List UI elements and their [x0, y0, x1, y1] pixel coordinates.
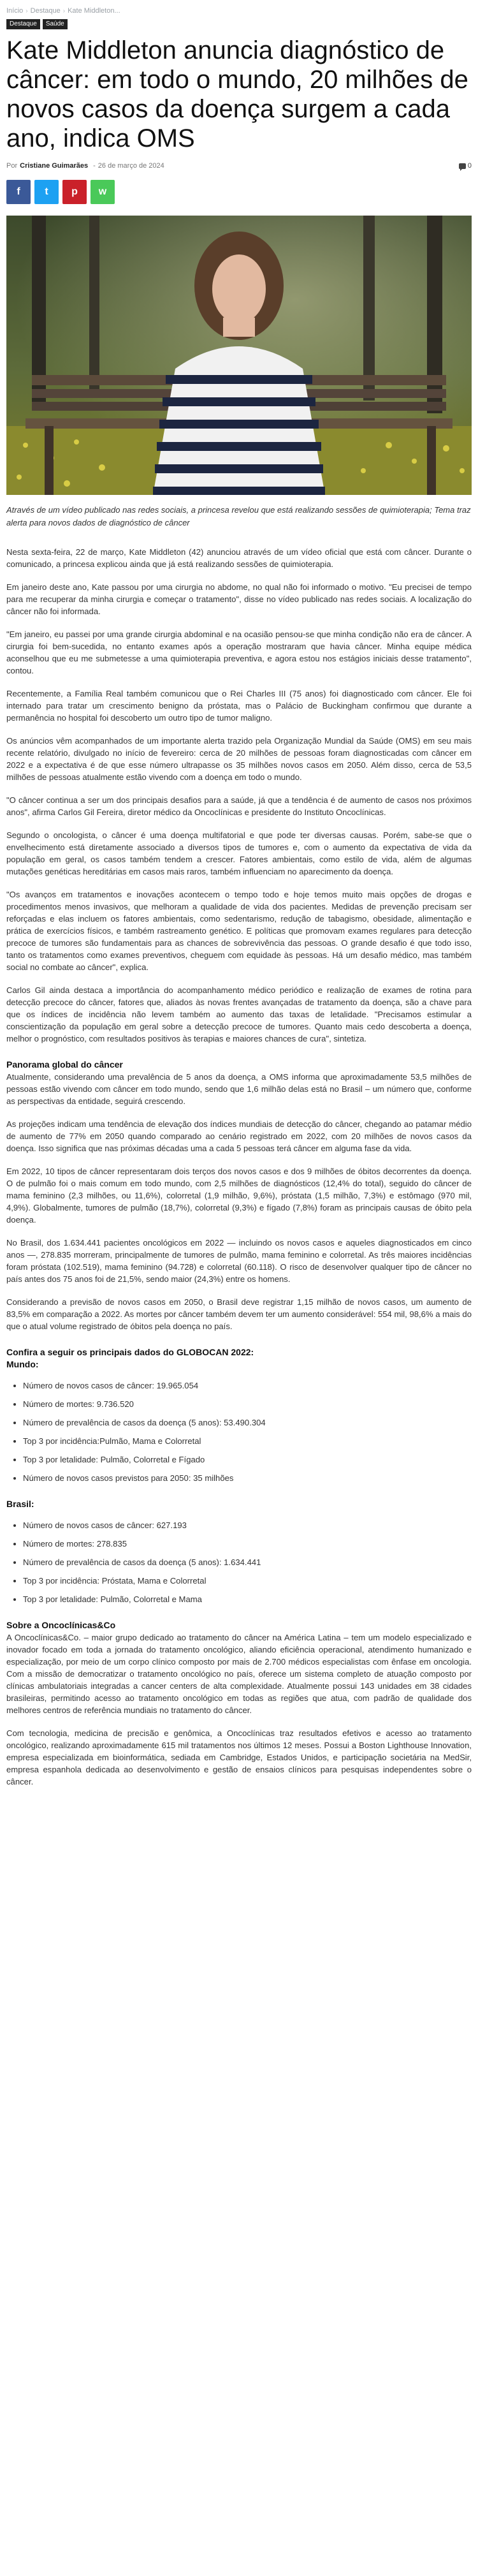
- publish-date: 26 de março de 2024: [98, 162, 164, 170]
- list-item: • Número de prevalência de casos da doença (5 anos): 53.490.304: [23, 1417, 472, 1429]
- author-link[interactable]: Cristiane Guimarães: [20, 162, 89, 170]
- share-buttons: [6, 180, 472, 204]
- article-paragraph: Atualmente, considerando uma prevalência de 5 anos da doença, a OMS informa que aproximadamente 53,5 milhões de pessoas estão vivendo com câncer em todo mundo, sendo que 1,6 milhão delas está no Brasil – um número que, conforme as perspectivas da entidade, seguirá crescendo.: [6, 1072, 472, 1106]
- whatsapp-share-button[interactable]: [91, 180, 115, 204]
- article-paragraph: Com tecnologia, medicina de precisão e genômica, a Oncoclínicas traz resultados efetivos e acesso ao tratamento oncológico, realizando aproximadamente 615 mil tratamentos nos últimos 12 meses. Possui a Boston Lighthouse Innovation, empresa especializada em bioinformática, sediada em Cambridge, Estados Unidos, e participação societária na MedSir, empresa espanhola dedicada ao desenvolvimento e gestão de ensaios clínicos para pesquisas independentes sobre o câncer.: [6, 1728, 472, 1786]
- article-paragraph: "Em janeiro, eu passei por uma grande cirurgia abdominal e na ocasião pensou-se que minha condição não era de câncer. A cirurgia foi bem-sucedida, no entanto exames após a operação mostraram que havia câncer. Minha equipe médica aconselhou que eu me submetesse a uma quimioterapia preventiva, e agora estou nos estágios iniciais desse tratamento", contou.: [6, 629, 472, 675]
- article-paragraph: "O câncer continua a ser um dos principais desafios para a saúde, já que a tendência é de aumento de casos nos próximos anos", afirma Carlos Gil Fereira, diretor médico da Oncoclínicas e presidente do Instituto Oncoclínicas.: [6, 795, 472, 817]
- article-paragraph: Considerando a previsão de novos casos em 2050, o Brasil deve registrar 1,15 milhão de novos casos, um aumento de 83,5% em comparação a 2022. As mortes por câncer também devem ter um aumento considerável: 554 mil, 98,6% a mais do que o atual volume registrado de óbitos pela doença no país.: [6, 1297, 472, 1331]
- list-item: • Número de novos casos previstos para 2050: 35 milhões: [23, 1472, 472, 1484]
- article-paragraph: Em janeiro deste ano, Kate passou por uma cirurgia no abdome, no qual não foi informado o motivo. "Eu precisei de tempo para me recuperar da minha cirurgia e começar o tratamento", disse no vídeo publicado nas redes sociais. A localização do câncer não foi informada.: [6, 582, 472, 616]
- article-title: Kate Middleton anuncia diagnóstico de câncer: em todo o mundo, 20 milhões de novos casos da doença surgem a cada ano, indica OMS: [6, 36, 468, 152]
- brazil-data-list: [6, 1519, 472, 1605]
- meta-separator: -: [93, 162, 96, 170]
- breadcrumb-home-link[interactable]: Início: [6, 7, 24, 15]
- facebook-icon: f: [17, 186, 20, 197]
- article-paragraph: As projeções indicam uma tendência de elevação dos índices mundiais de detecção do câncer, chegando ao patamar médio de aumento de 77% em 2050 quando comparado ao cenário registrado em 2022, com 20 milhões de novos casos da doença. Isso significa que nas próximas décadas uma a cada 5 pessoas terá câncer em alguma fase da vida.: [6, 1119, 472, 1153]
- list-item: • Top 3 por letalidade: Pulmão, Colorretal e Fígado: [23, 1454, 472, 1466]
- article-paragraph: "Os avanços em tratamentos e inovações acontecem o tempo todo e hoje temos muito mais opções de drogas e procedimentos menos invasivos, que melhoram a qualidade de vida dos pacientes. Medidas de prevenção precisam ser reforçadas e elas incluem os fatores ambientais, como sedentarismo, redução de tabagismo, obesidade, alimentação e prática de exercícios físicos, e também rastreamento genético. E políticas que promovam exames regulares para detecção precoce de tumores são fundamentais para as chances de sobrevivência das pessoas. O grande desafio é que todo isso, tanto os tratamentos como exames preventivos, cheguem com equidade às pessoas. Há um desafio médico, mas também social no combate ao câncer", explica.: [6, 890, 472, 972]
- list-item: • Top 3 por letalidade: Pulmão, Colorretal e Mama: [23, 1593, 472, 1605]
- category-tag-destaque[interactable]: Destaque: [6, 19, 40, 29]
- breadcrumb: [6, 0, 472, 17]
- list-item: • Número de mortes: 278.835: [23, 1538, 472, 1550]
- image-caption: Através de um vídeo publicado nas redes sociais, a princesa revelou que está realizando sessões de quimioterapia; Tema traz alerta para novos dados de diagnóstico de câncer: [6, 505, 471, 527]
- article-paragraph: Segundo o oncologista, o câncer é uma doença multifatorial e que pode ter diversas causas. Porém, sabe-se que o envelhecimento está diretamente associado a diversos tipos de tumores e, com o aumento da expectativa de vida da população em geral, os casos também tendem a crescer. Fatores ambientais, como estilo de vida, além de algumas mutações genéticas hereditárias em casos mais raros, também influenciam no aparecimento da doença.: [6, 830, 472, 876]
- hero-photo-woman-on-bench: [6, 216, 472, 495]
- subheading-brazil: Brasil:: [6, 1499, 34, 1509]
- category-tag-saude[interactable]: Saúde: [43, 19, 68, 29]
- breadcrumb-separator-icon: ›: [62, 7, 66, 15]
- twitter-icon: t: [45, 186, 48, 197]
- pinterest-icon: p: [71, 186, 78, 197]
- whatsapp-icon: w: [98, 186, 107, 197]
- article-paragraph: No Brasil, dos 1.634.441 pacientes oncológicos em 2022 — incluindo os novos casos e aqueles diagnosticados em cinco anos —, 278.835 morreram, principalmente de tumores de pulmão, mama feminino e colorretal. As três maiores incidências foram próstata (102.519), mama feminino (94.728) e colorretal (60.118). O risco de desenvolver qualquer tipo de câncer no país antes dos 75 anos foi de 21,5%, sendo maior (24,3%) entre os homens.: [6, 1238, 472, 1284]
- byline-prefix: Por: [6, 162, 18, 170]
- category-tags: [6, 19, 472, 29]
- list-item: • Top 3 por incidência: Próstata, Mama e Colorretal: [23, 1575, 472, 1587]
- article-body: [6, 546, 472, 1788]
- article-paragraph: Nesta sexta-feira, 22 de março, Kate Middleton (42) anunciou através de um vídeo oficial que está com câncer. Durante o comunicado, a princesa explicou ainda que já está realizando sessões de quimioterapia.: [6, 547, 472, 569]
- comments-count-value: 0: [467, 162, 472, 170]
- comments-count[interactable]: [459, 162, 472, 170]
- list-item: • Top 3 por incidência:Pulmão, Mama e Colorretal: [23, 1435, 472, 1447]
- twitter-share-button[interactable]: [34, 180, 59, 204]
- article-paragraph: Carlos Gil ainda destaca a importância do acompanhamento médico periódico e realização de exames de rotina para detecção precoce do câncer, fatores que, aliados às novas frentes avançadas de tratamento da doença, são a chave para que os índices de incidência não levem também ao aumento das taxas de letalidade. "Precisamos estimular a conscientização da população em geral sobre a detecção precoce de tumores. Quanto mais cedo descoberta a doença, melhor o prognóstico, com resultados positivos às terapias e maiores chances de cura", sintetiza.: [6, 985, 472, 1043]
- section-heading-global: Panorama global do câncer: [6, 1059, 123, 1070]
- article-paragraph: Recentemente, a Família Real também comunicou que o Rei Charles III (75 anos) foi diagnosticado com câncer. Ele foi internado para tratar um crescimento benigno da próstata, mas o Palácio de Buckingham confirmou que durante a permanência no hospital foi descoberto um outro tipo de tumor maligno.: [6, 689, 472, 723]
- article-paragraph: A Oncoclínicas&Co. – maior grupo dedicado ao tratamento do câncer na América Latina – tem um modelo especializado e inovador focado em toda a jornada do tratamento oncológico, aliando eficiência operacional, atendimento humanizado e especialização, por meio de um corpo clínico composto por mais de 2.700 médicos especialistas com ênfase em oncologia. Com a missão de democratizar o tratamento oncológico no país, oferece um sistema completo de atuação composto por clínicas ambulatoriais integradas a cancer centers de alta complexidade. Atualmente possui 143 unidades em 38 cidades brasileiras, permitindo acesso ao tratamento oncológico em todas as regiões que atua, com padrão de qualidade dos melhores centros de referência mundiais no tratamento do câncer.: [6, 1633, 472, 1715]
- comment-icon: [459, 163, 466, 169]
- breadcrumb-separator-icon: ›: [25, 7, 28, 15]
- breadcrumb-category-link[interactable]: Destaque: [30, 7, 61, 15]
- facebook-share-button[interactable]: [6, 180, 31, 204]
- section-heading-about: Sobre a Oncoclínicas&Co: [6, 1620, 116, 1630]
- article-meta: [6, 162, 472, 170]
- breadcrumb-current: Kate Middleton...: [68, 7, 120, 15]
- list-item: • Número de novos casos de câncer: 627.193: [23, 1519, 472, 1531]
- section-heading-globocan: Confira a seguir os principais dados do GLOBOCAN 2022:: [6, 1347, 254, 1357]
- article-paragraph: Em 2022, 10 tipos de câncer representaram dois terços dos novos casos e dos 9 milhões de óbitos decorrentes da doença. O de pulmão foi o mais comum em todo mundo, com 2,5 milhões de diagnósticos (12,4% do total), seguido do câncer de mama feminino (2,3 milhões, ou 11,6%), colorretal (1,9 milhão, 9,6%), próstata (1,5 milhão, 7,3%) e estômago (970 mil, 4,9%). Globalmente, tumores de pulmão (18,7%), colorretal (9,3%) e fígado (7,8%) foram as principais causas de óbito pela doença.: [6, 1167, 472, 1225]
- subheading-world: Mundo:: [6, 1359, 39, 1369]
- list-item: • Número de mortes: 9.736.520: [23, 1398, 472, 1410]
- world-data-list: [6, 1380, 472, 1484]
- pinterest-share-button[interactable]: [62, 180, 87, 204]
- hero-image: [6, 216, 472, 495]
- list-item: • Número de prevalência de casos da doença (5 anos): 1.634.441: [23, 1556, 472, 1568]
- list-item: • Número de novos casos de câncer: 19.965.054: [23, 1380, 472, 1392]
- article-paragraph: Os anúncios vêm acompanhados de um importante alerta trazido pela Organização Mundial da Saúde (OMS) em seu mais recente relatório, divulgado no início de fevereiro: cerca de 20 milhões de pessoas foram diagnosticadas com câncer em 2022 e a expectativa é de que esse número ultrapasse os 35 milhões novos casos em 2050. Além disso, cerca de 53,5 milhões de pessoas atualmente estão vivendo com a doença em todo o mundo.: [6, 736, 472, 782]
